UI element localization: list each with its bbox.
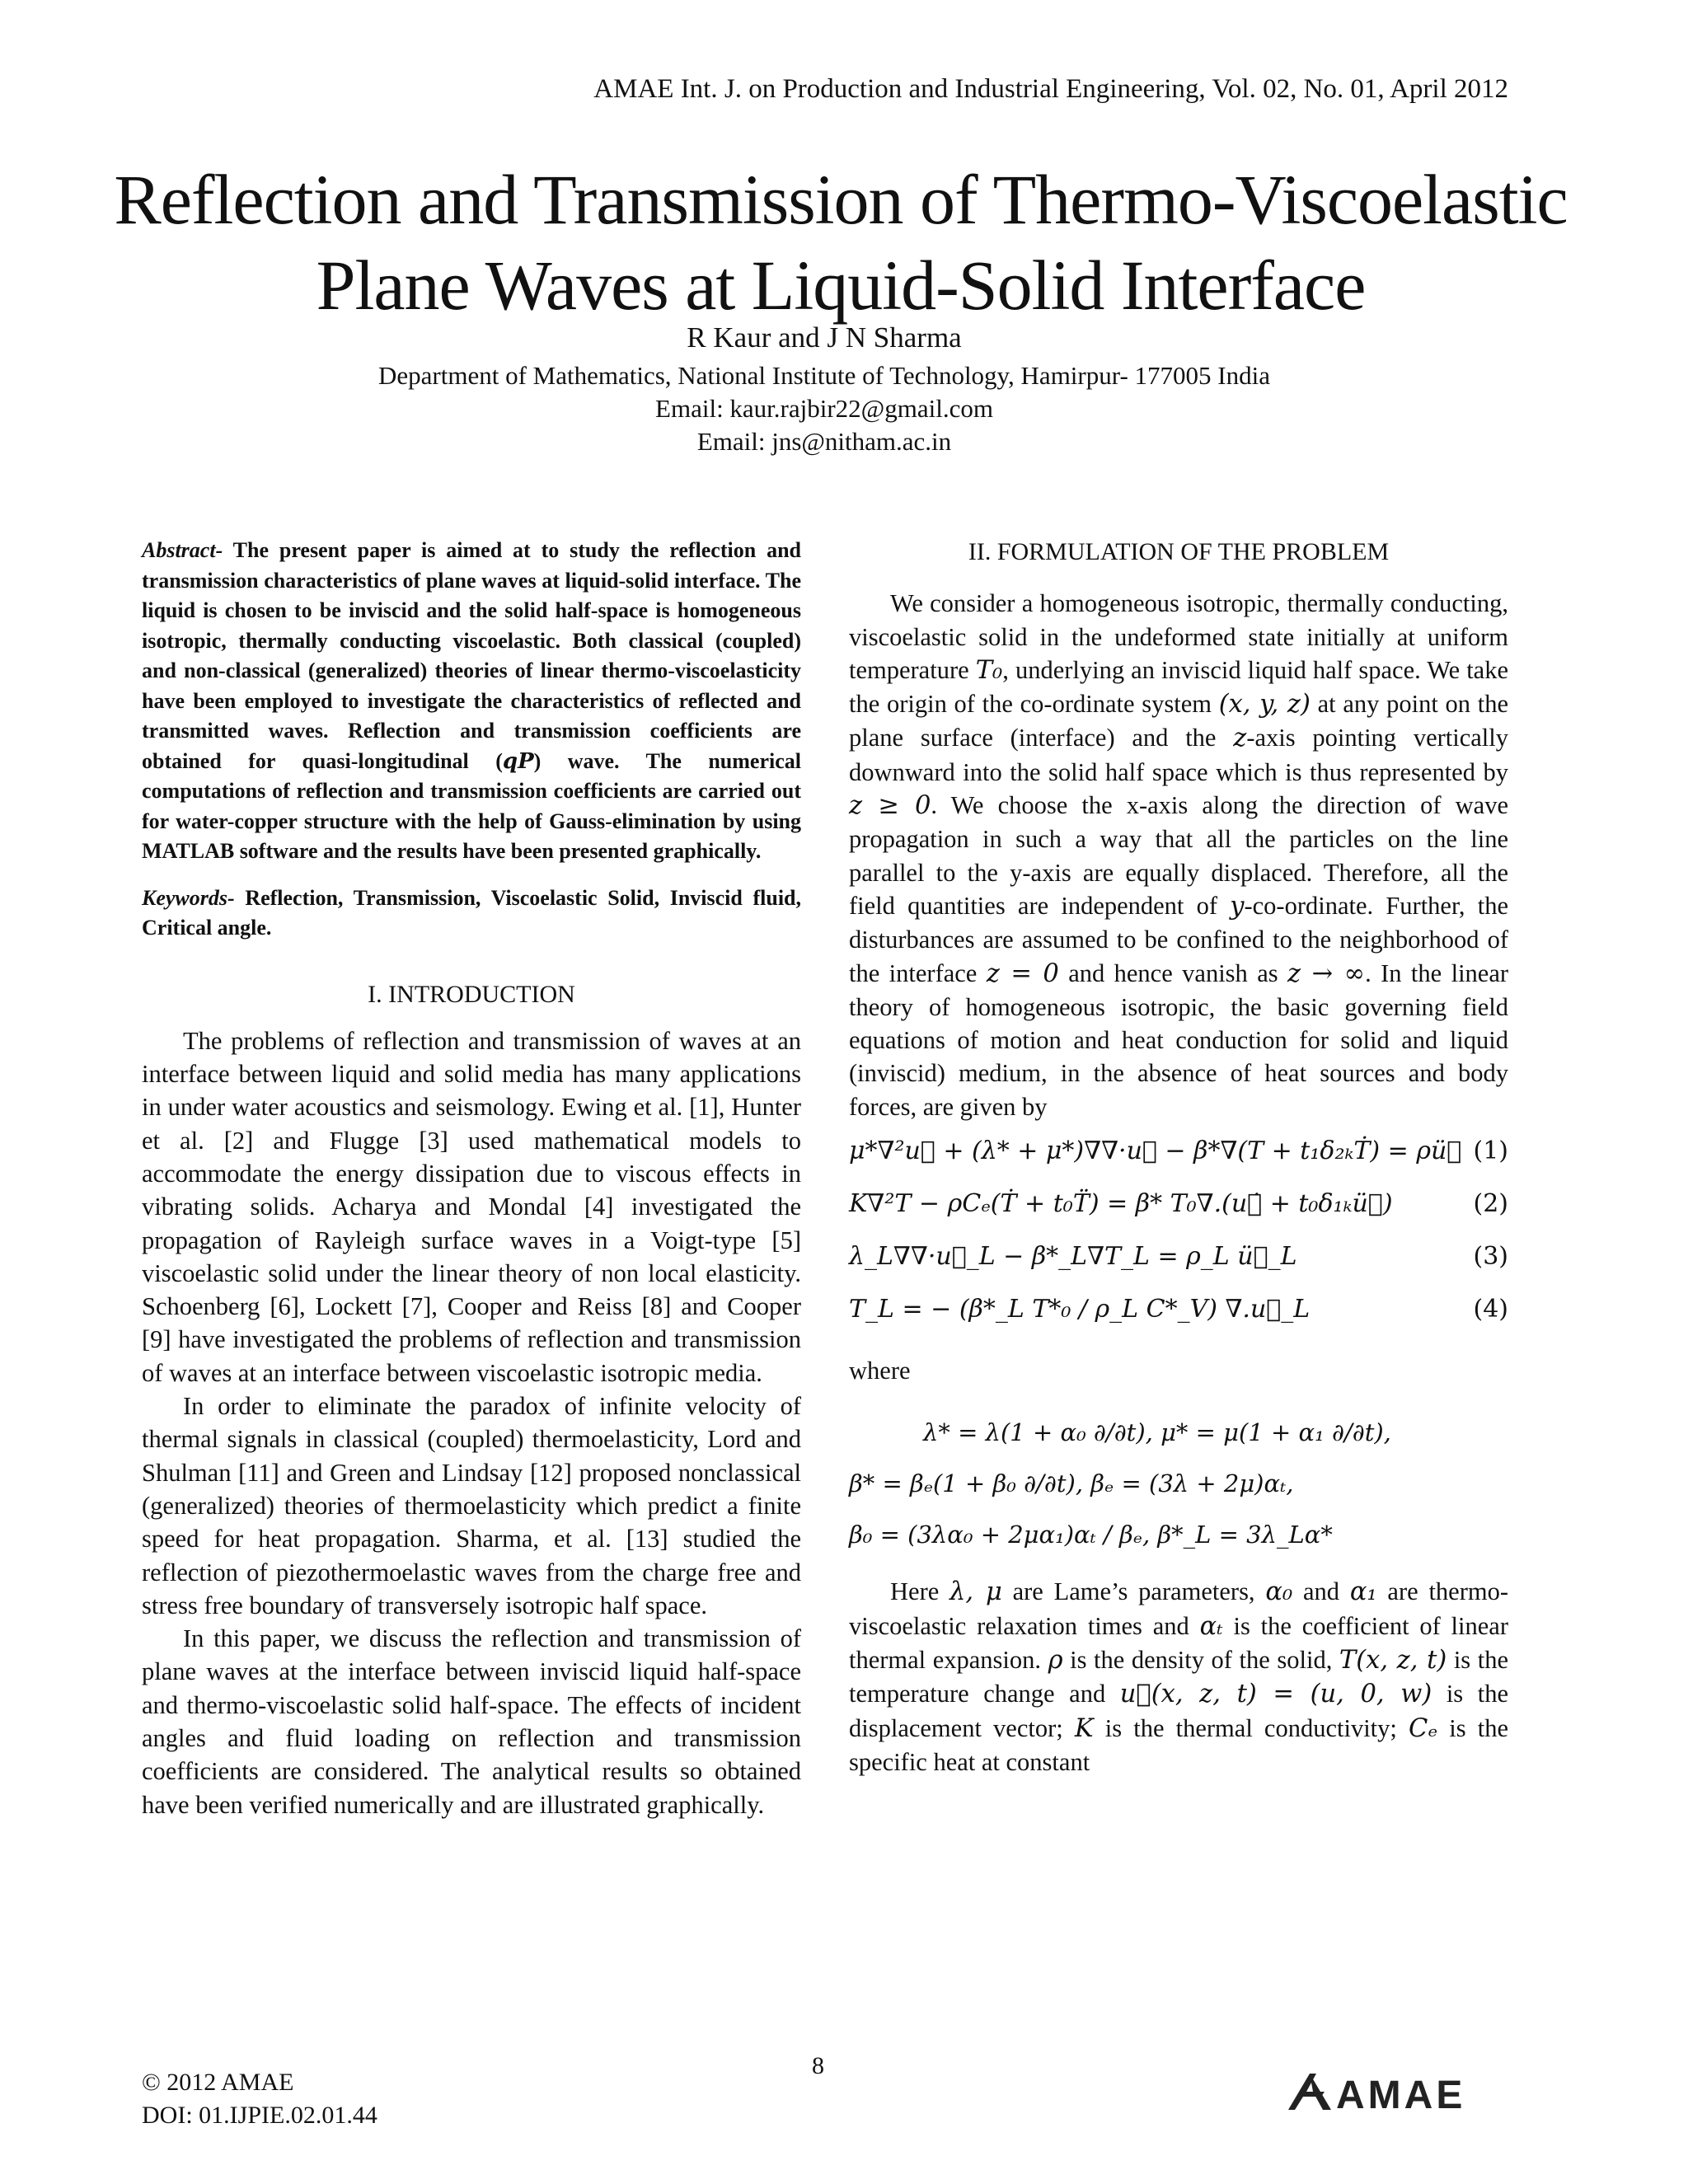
formulation-text: We consider a homogeneous isotropic, thermally conducting, viscoelastic solid in the undeformed state initially at uniform temperature bbox=[849, 589, 1508, 684]
affiliation: Department of Mathematics, National Institute of Technology, Hamirpur- 177005 India bbox=[378, 361, 1270, 390]
equation-expression: T_L = − (β*_L T*₀ / ρ_L C*_V) ∇.u⃗_L bbox=[849, 1295, 1311, 1324]
paper-title bbox=[99, 157, 1582, 328]
symbol-z: z bbox=[1233, 724, 1247, 753]
definitions-block bbox=[849, 1407, 1508, 1560]
symbol-z-eq-0: z = 0 bbox=[986, 958, 1059, 988]
intro-heading: I. INTRODUCTION bbox=[368, 980, 575, 1008]
equation-2 bbox=[849, 1188, 1508, 1240]
definition-line-1: λ* = λ(1 + α₀ ∂/∂t), μ* = μ(1 + α₁ ∂/∂t), bbox=[923, 1418, 1391, 1447]
equation-number: (4) bbox=[1473, 1295, 1508, 1324]
equation-4 bbox=[849, 1293, 1508, 1354]
affiliation-block bbox=[0, 359, 1648, 458]
page-number: 8 bbox=[812, 2052, 824, 2079]
symbol-rho: ρ bbox=[1048, 1645, 1063, 1675]
abstract bbox=[142, 536, 801, 867]
formulation-text: . In the linear theory of homogeneous isotropic, the basic governing field equations of motion and heat conduction for solid and liquid (inviscid) medium, in the absence of heat sources and body forces, are given by bbox=[849, 958, 1509, 1121]
doi: DOI: 01.IJPIE.02.01.44 bbox=[142, 2102, 377, 2129]
param-text: and bbox=[1292, 1577, 1350, 1606]
param-text: is the temperature change and bbox=[849, 1645, 1509, 1708]
keywords-text: Reflection, Transmission, Viscoelastic Solid, Inviscid fluid, Critical angle. bbox=[142, 885, 802, 940]
symbol-z-ge-0: z ≥ 0 bbox=[849, 791, 931, 821]
param-text: is the specific heat at constant bbox=[849, 1713, 1509, 1776]
abstract-label: Abstract- bbox=[142, 538, 223, 562]
definition-line-3: β₀ = (3λα₀ + 2μα₁)αₜ / βₑ, β*_L = 3λ_Lα* bbox=[849, 1521, 1333, 1549]
formulation-text: and hence vanish as bbox=[1058, 958, 1288, 987]
definition-line-2: β* = βₑ(1 + β₀ ∂/∂t), βₑ = (3λ + 2μ)αₜ, bbox=[849, 1469, 1294, 1498]
equation-expression: μ*∇²u⃗ + (λ* + μ*)∇∇·u⃗ − β*∇(T + t₁δ₂ₖṪ) = ρü⃗ bbox=[849, 1137, 1462, 1166]
intro-paragraph-1: The problems of reflection and transmission of waves at an interface between liquid and solid media has many applications in under water acoustics and seismology. Ewing et al. [1], Hunter et al. [2] and Flugge [3] used mathematical models to accommodate the energy dissipation due to viscous effects in vibrating solids. Acharya and Mondal [4] investigated the propagation of Rayleigh surface waves in a Voigt-type [5] viscoelastic solid under the linear theory of non local elasticity. Schoenberg [6], Lockett [7], Cooper and Reiss [8] and Cooper [9] have investigated the problems of reflection and transmission of waves at an interface between viscoelastic isotropic media. bbox=[142, 1026, 801, 1387]
symbol-T0: T₀ bbox=[975, 655, 1003, 685]
symbol-lambda-mu: λ, μ bbox=[950, 1577, 1002, 1607]
parameters-paragraph bbox=[849, 1575, 1508, 1779]
equation-expression: K∇²T − ρCₑ(Ṫ + t₀T̈) = β* T₀∇.(u⃗̇ + t₀δ₁ₖü⃗) bbox=[849, 1189, 1393, 1219]
param-text: Here bbox=[890, 1577, 950, 1606]
title-line-1: Reflection and Transmission of Thermo-Viscoelastic bbox=[114, 160, 1568, 239]
left-column bbox=[142, 536, 801, 1821]
equation-number: (3) bbox=[1473, 1242, 1508, 1272]
formulation-text: at any point on the plane surface (interface) and the bbox=[849, 690, 1508, 752]
equation-number: (1) bbox=[1473, 1137, 1508, 1166]
symbol-alpha0: α₀ bbox=[1265, 1577, 1293, 1607]
param-text: is the displacement vector; bbox=[849, 1680, 1508, 1742]
param-text: is the thermal conductivity; bbox=[1093, 1713, 1409, 1742]
param-text: is the coefficient of linear thermal expansion. bbox=[849, 1611, 1508, 1674]
email-1: Email: kaur.rajbir22@gmail.com bbox=[655, 394, 993, 423]
keywords bbox=[142, 883, 801, 944]
right-column bbox=[849, 536, 1508, 1779]
copyright: © 2012 AMAE bbox=[142, 2069, 294, 2096]
where-label: where bbox=[849, 1357, 911, 1385]
equation-1 bbox=[849, 1135, 1508, 1188]
symbol-y: y bbox=[1230, 891, 1245, 921]
equation-3 bbox=[849, 1240, 1508, 1293]
equation-number: (2) bbox=[1473, 1189, 1508, 1219]
symbol-K: K bbox=[1074, 1713, 1094, 1743]
abstract-text-1: The present paper is aimed at to study the reflection and transmission characteristics of plane waves at liquid-solid interface. The liquid is chosen to be inviscid and the solid half-space is homogeneous isotropic, thermally conducting viscoelastic. Both classical (coupled) and non-classical (generalized) theories of linear thermo-viscoelasticity have been employed to investigate the characteristics of reflected and transmitted waves. Reflection and transmission coefficients are obtained for quasi-longitudinal ( bbox=[142, 538, 801, 773]
param-text: is the density of the solid, bbox=[1062, 1645, 1339, 1674]
keywords-label: Keywords- bbox=[142, 885, 235, 910]
abstract-text-2: ) wave. The numerical computations of reflection and transmission coefficients are carried out for water-copper structure with the help of Gauss-elimination by using MATLAB software and the results have been presented graphically. bbox=[142, 748, 801, 863]
title-line-2: Plane Waves at Liquid-Solid Interface bbox=[316, 246, 1366, 325]
intro-paragraph-2: In order to eliminate the paradox of infinite velocity of thermal signals in classical (coupled) thermoelasticity, Lord and Shulman [11] and Green and Lindsay [12] proposed nonclassical (generalized) theories of thermoelasticity which predict a finite speed for heat propagation. Sharma, et al. [13] studied the reflection of piezothermoelastic waves from the charge free and stress free boundary of transversely isotropic half space. bbox=[142, 1392, 801, 1619]
email-2: Email: jns@nitham.ac.in bbox=[696, 427, 952, 456]
formulation-text: -co-ordinate. Further, the disturbances are assumed to be confined to the neighborhood of the interface bbox=[849, 891, 1508, 987]
equation-expression: λ_L∇∇·u⃗_L − β*_L∇T_L = ρ_L ü⃗_L bbox=[849, 1242, 1297, 1272]
abstract-symbol: qP bbox=[502, 748, 534, 774]
symbol-Ce: Cₑ bbox=[1409, 1713, 1438, 1743]
footer-left bbox=[142, 2066, 377, 2132]
formulation-text: , underlying an inviscid liquid half space. We take the origin of the co-ordinate system bbox=[849, 655, 1508, 719]
symbol-xyz: (x, y, z) bbox=[1218, 690, 1311, 719]
symbol-alpha-t: αₜ bbox=[1199, 1611, 1223, 1641]
intro-paragraph-3: In this paper, we discuss the reflection and transmission of plane waves at the interface between inviscid liquid half-space and thermo-viscoelastic solid half-space. The effects of incident angles and fluid loading on reflection and transmission coefficients are considered. The analytical results so obtained have been verified numerically and are illustrated graphically. bbox=[142, 1624, 801, 1819]
formulation-heading: II. FORMULATION OF THE PROBLEM bbox=[968, 538, 1390, 565]
formulation-text: . We choose the x-axis along the direction of wave propagation in such a way that all the particles on the line parallel to the y-axis are equally displaced. Therefore, all the field quantities are independent of bbox=[849, 791, 1508, 920]
amae-logo-text: AMAE bbox=[1336, 2074, 1466, 2116]
journal-header: AMAE Int. J. on Production and Industrial Engineering, Vol. 02, No. 01, April 2012 bbox=[593, 74, 1508, 104]
symbol-alpha1: α₁ bbox=[1349, 1577, 1377, 1607]
symbol-z-infinity: z → ∞ bbox=[1287, 958, 1366, 988]
symbol-T-xzt: T(x, z, t) bbox=[1339, 1645, 1447, 1675]
param-text: are Lame’s parameters, bbox=[1001, 1577, 1266, 1606]
formulation-text: -axis pointing vertically downward into the solid half space which is thus represented by bbox=[849, 724, 1509, 786]
param-text: are thermo-viscoelastic relaxation times and bbox=[849, 1577, 1509, 1640]
amae-logo bbox=[1282, 2067, 1512, 2116]
equations-block bbox=[849, 1135, 1508, 1354]
formulation-paragraph bbox=[849, 587, 1508, 1123]
symbol-displacement: u⃗(x, z, t) = (u, 0, w) bbox=[1119, 1680, 1432, 1709]
authors: R Kaur and J N Sharma bbox=[687, 321, 962, 354]
